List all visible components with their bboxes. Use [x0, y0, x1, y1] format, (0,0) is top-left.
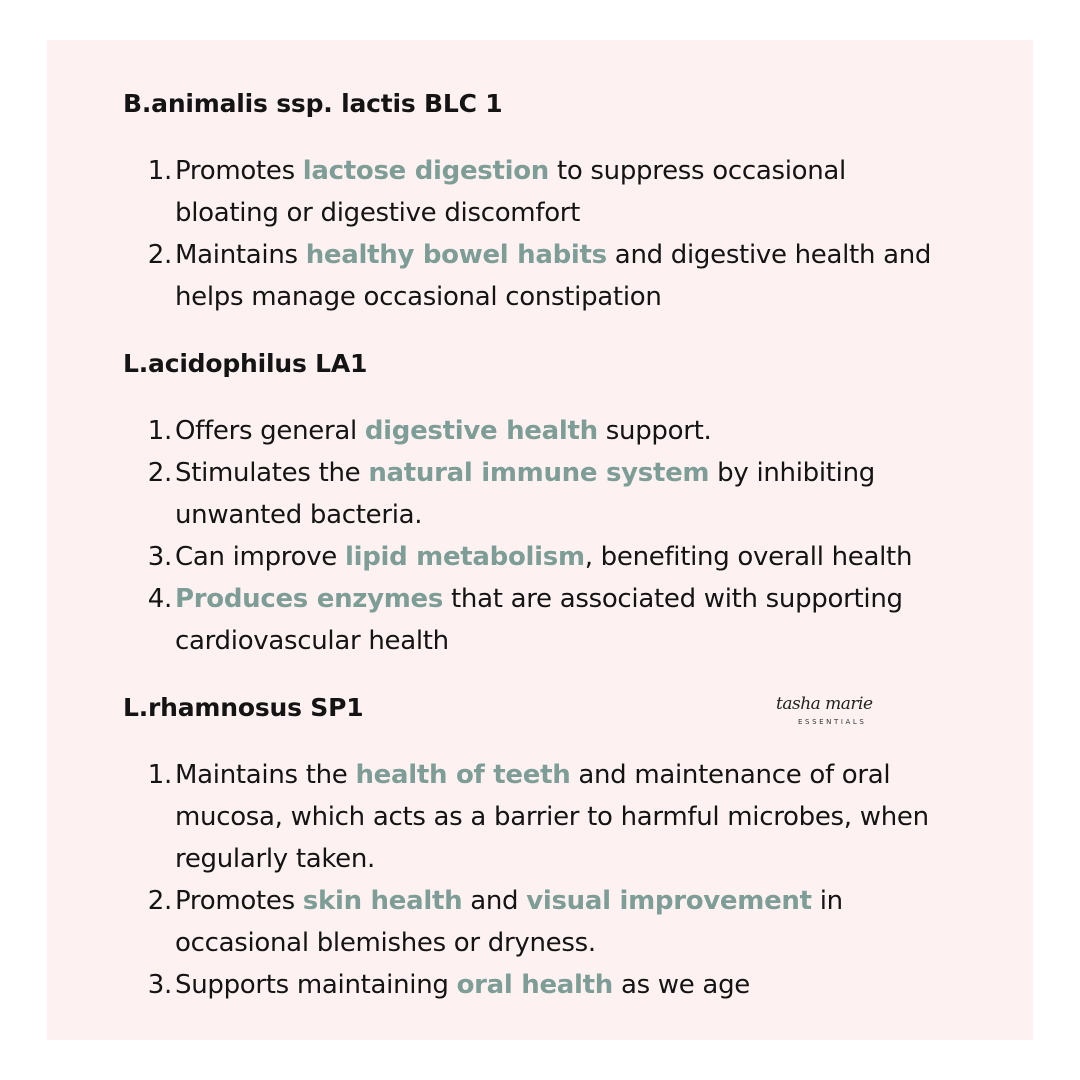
highlight-text: lactose digestion [302, 156, 549, 186]
list-item-number: 2. [147, 886, 172, 916]
highlight-text: Produces enzymes [175, 584, 444, 614]
list-item [123, 452, 963, 536]
body-text: Supports maintaining [175, 970, 457, 1000]
body-text: that are associated with supporting [443, 584, 903, 614]
list-item-number: 1. [147, 156, 172, 186]
body-text: Stimulates the [175, 458, 369, 488]
list-item-continuation: cardiovascular health [175, 626, 449, 656]
list-item-text [175, 584, 903, 614]
list-item-text [175, 760, 890, 790]
list-item-continuation: mucosa, which acts as a barrier to harmful microbes, when [175, 802, 929, 832]
section-list-sp1 [123, 754, 963, 1006]
body-text: support. [597, 416, 712, 446]
highlight-text: natural immune system [368, 458, 710, 488]
section-title-sp1: L.rhamnosus SP1 [123, 693, 364, 722]
list-item-continuation: unwanted bacteria. [175, 500, 423, 530]
list-item [123, 964, 963, 1006]
list-item-text [175, 416, 711, 446]
list-item-continuation: bloating or digestive discomfort [175, 198, 581, 228]
section-list-blc1 [123, 150, 963, 318]
list-item [123, 536, 963, 578]
list-item [123, 410, 963, 452]
highlight-text: oral health [456, 970, 613, 1000]
list-item-text [175, 886, 843, 916]
list-item-number: 1. [147, 760, 172, 790]
body-text: and [462, 886, 527, 916]
list-item [123, 234, 963, 318]
list-item-number: 1. [147, 416, 172, 446]
list-item [123, 578, 963, 662]
body-text: by inhibiting [709, 458, 875, 488]
logo-script-text: tasha marie [776, 694, 873, 714]
body-text: Maintains [175, 240, 306, 270]
section-title-la1: L.acidophilus LA1 [123, 349, 368, 378]
list-item-text [175, 156, 846, 186]
section-list-la1 [123, 410, 963, 662]
body-text: as we age [613, 970, 750, 1000]
body-text: Offers general [175, 416, 365, 446]
list-item [123, 754, 963, 880]
body-text: Promotes [175, 156, 303, 186]
highlight-text: lipid metabolism [344, 542, 585, 572]
body-text: Promotes [175, 886, 303, 916]
brand-logo [776, 694, 886, 730]
body-text: Can improve [175, 542, 345, 572]
list-item-number: 4. [147, 584, 172, 614]
probiotic-list [123, 82, 963, 1006]
list-item-text [175, 542, 912, 572]
list-item [123, 880, 963, 964]
body-text: , benefiting overall health [584, 542, 913, 572]
body-text: in [811, 886, 843, 916]
list-item [123, 150, 963, 234]
list-item-continuation: regularly taken. [175, 844, 376, 874]
logo-sub-text: ESSENTIALS [798, 718, 867, 726]
list-item-text [175, 458, 875, 488]
highlight-text: healthy bowel habits [305, 240, 607, 270]
list-item-number: 2. [147, 458, 172, 488]
list-item-number: 3. [147, 970, 172, 1000]
body-text: and digestive health and [606, 240, 932, 270]
body-text: and maintenance of oral [570, 760, 891, 790]
list-item-continuation: occasional blemishes or dryness. [175, 928, 596, 958]
highlight-text: health of teeth [355, 760, 571, 790]
list-item-number: 3. [147, 542, 172, 572]
body-text: to suppress occasional [548, 156, 846, 186]
list-item-number: 2. [147, 240, 172, 270]
highlight-text: visual improvement [526, 886, 812, 916]
list-item-text [175, 970, 750, 1000]
list-item-text [175, 240, 931, 270]
highlight-text: digestive health [364, 416, 598, 446]
section-title-blc1: B.animalis ssp. lactis BLC 1 [123, 89, 503, 118]
body-text: Maintains the [175, 760, 356, 790]
list-item-continuation: helps manage occasional constipation [175, 282, 662, 312]
highlight-text: skin health [302, 886, 463, 916]
